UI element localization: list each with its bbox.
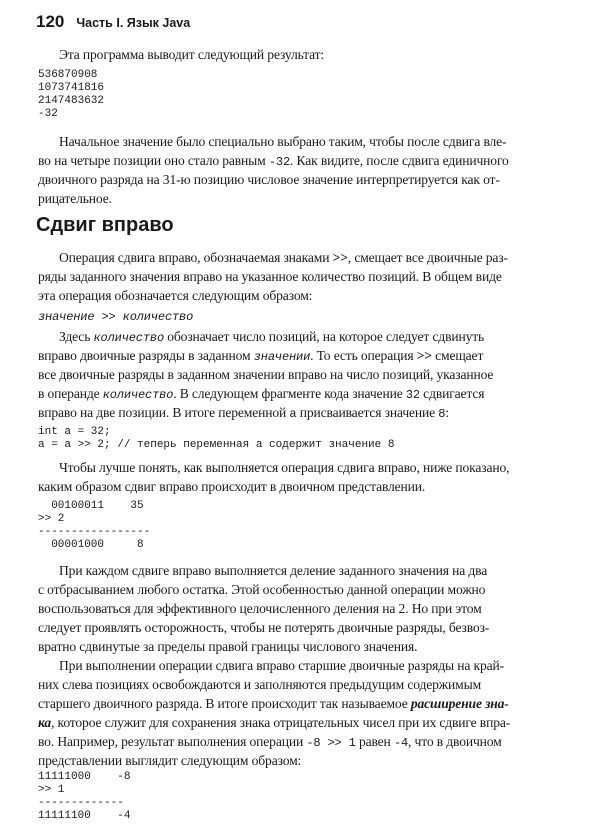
page-number: 120 bbox=[36, 12, 65, 31]
text-line: следует проявлять осторожность, чтобы не потерять двоичные разряды, безвоз- bbox=[38, 620, 490, 635]
text-line: в операнде количество. В следующем фрагменте кода значение 32 сдвигается bbox=[38, 386, 485, 402]
term-emphasis: ка bbox=[38, 715, 52, 730]
code-sample: int a = 32; a = a >> 2; // теперь переменная a содержит значение 8 bbox=[38, 426, 395, 451]
operator: >> bbox=[416, 348, 432, 363]
text-line: вправо двоичные разряды в заданном значении. То есть операция >> смещает bbox=[38, 348, 484, 364]
text-line: каким образом сдвиг вправо происходит в двоичном представлении. bbox=[38, 479, 426, 494]
text-line: Начальное значение было специально выбрано таким, чтобы после сдвига вле- bbox=[59, 134, 507, 149]
section-heading: Сдвиг вправо bbox=[36, 214, 174, 236]
text-line: Чтобы лучше понять, как выполняется операция сдвига вправо, ниже показано, bbox=[59, 460, 510, 475]
text-line: представлении выглядит следующим образом: bbox=[38, 753, 302, 768]
text-line: эта операция обозначается следующим образом: bbox=[38, 288, 313, 303]
text-line: них слева позициях освобождаются и заполняются предыдущим содержимым bbox=[38, 677, 482, 692]
page-header bbox=[36, 12, 190, 32]
inline-code: -32 bbox=[268, 155, 290, 169]
inline-code: -8 >> 1 bbox=[306, 736, 356, 750]
text-line: При каждом сдвиге вправо выполняется деление заданного значения на два bbox=[59, 563, 488, 578]
text-line: При выполнении операции сдвига вправо старшие двоичные разряды на край- bbox=[59, 658, 505, 673]
text-line: воспользоваться для эффективного целочисленного деления на 2. Но при этом bbox=[38, 601, 482, 616]
operator: >> bbox=[332, 250, 348, 265]
text-line: старшего двоичного разряда. В итоге происходит так называемое расширение зна- bbox=[38, 696, 509, 711]
inline-code: a bbox=[289, 407, 297, 421]
binary-example-1: 00100011 35 >> 2 ----------------- 00001000 8 bbox=[38, 500, 151, 551]
syntax-operand: значение bbox=[38, 310, 95, 324]
text-line: двоичного разряда на 31-ю позицию числовое значение интерпретируется как от- bbox=[38, 172, 500, 187]
text-line: все двоичные разряды в заданном значении вправо на число позиций, указанное bbox=[38, 367, 494, 382]
text-line: вправо на две позиции. В итоге переменной a присваивается значение 8: bbox=[38, 405, 449, 421]
text-line: рицательное. bbox=[38, 191, 112, 206]
binary-example-2: 11111000 -8 >> 1 ------------- 11111100 -4 bbox=[38, 771, 131, 822]
inline-code: количество bbox=[93, 331, 165, 345]
text-line: Операция сдвига вправо, обозначаемая знаками >>, смещает все двоичные раз- bbox=[59, 250, 508, 265]
text-line: во. Например, результат выполнения операции -8 >> 1 равен -4, что в двоичном bbox=[38, 734, 502, 750]
syntax-operand: количество bbox=[122, 310, 194, 324]
inline-code: значении bbox=[253, 350, 311, 364]
intro-text: Эта программа выводит следующий результат: bbox=[59, 47, 325, 62]
text-line: ка, которое служит для сохранения знака отрицательных чисел при их сдвиге впра- bbox=[38, 715, 511, 730]
text-line: Здесь количество обозначает число позиций, на которое следует сдвинуть bbox=[59, 329, 485, 345]
text-line: с отбрасыванием любого остатка. Этой особенностью данной операции можно bbox=[38, 582, 486, 597]
text-line: во на четыре позиции оно стало равным -32. Как видите, после сдвига единичного bbox=[38, 153, 509, 169]
text-line: вратно сдвинутые за пределы правой границы числового значения. bbox=[38, 639, 418, 654]
inline-code: количество bbox=[102, 388, 174, 402]
inline-code: 32 bbox=[405, 388, 420, 402]
running-title: Часть I. Язык Java bbox=[76, 16, 191, 30]
syntax-line bbox=[38, 306, 538, 327]
program-output: 536870908 1073741816 2147483632 -32 bbox=[38, 69, 105, 120]
inline-code: -4 bbox=[393, 736, 409, 750]
text-line: ряды заданного значения вправо на указанное количество позиций. В общем виде bbox=[38, 269, 502, 284]
term-emphasis: расширение зна- bbox=[410, 696, 509, 711]
syntax-operator: >> bbox=[94, 310, 123, 324]
inline-code: 8 bbox=[438, 407, 446, 421]
